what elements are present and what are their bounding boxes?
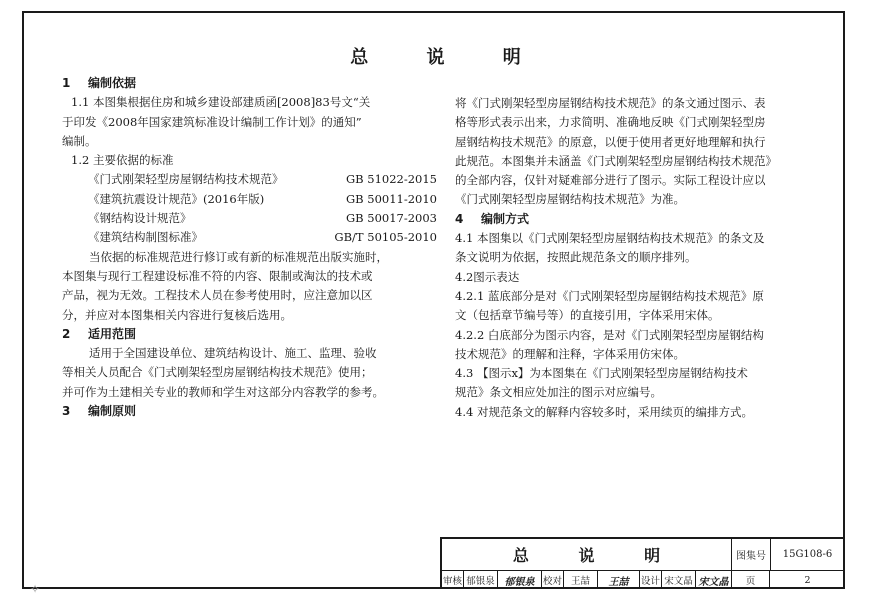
design-label: 设计 xyxy=(640,571,662,589)
reviewer-signature: 郁银泉 xyxy=(504,576,535,588)
paragraph: 4.2.2 白底部分为图示内容，是对《门式刚架轻型房屋钢结构 xyxy=(455,327,764,342)
paragraph: 编制。 xyxy=(62,133,97,148)
subsection-heading: 4.2图示表达 xyxy=(455,269,520,284)
paragraph: 于印发《2008年国家建筑标准设计编制工作计划》的通知” xyxy=(62,114,362,129)
subsection-heading: 1.2 主要依据的标准 xyxy=(71,153,174,168)
standard-item: 《钢结构设计规范》 GB 50017-2003 xyxy=(88,211,437,226)
atlas-number-value: 15G108-6 xyxy=(782,549,833,560)
paragraph: 格等形式表示出来，力求简明、准确地反映《门式刚架轻型房 xyxy=(455,115,766,130)
designer-name: 宋文晶 xyxy=(662,571,696,589)
paragraph: 的全部内容，仅针对疑难部分进行了图示。实际工程设计应以 xyxy=(455,173,766,188)
section-heading-3: 3 编制原则 xyxy=(62,404,137,419)
paragraph: 文（包括章节编号等）的直接引用，字体采用宋体。 xyxy=(455,308,720,323)
reviewer-name: 郁银泉 xyxy=(464,571,498,589)
watermark-icon: ✧ xyxy=(30,582,41,596)
paragraph: 屋钢结构技术规范》的原意，以便于使用者更好地理解和执行 xyxy=(455,134,766,149)
paragraph: 4.3 【图示x】为本图集在《门式刚架轻型房屋钢结构技术 xyxy=(455,366,748,381)
paragraph: 规范》条文相应处加注的图示对应编号。 xyxy=(455,385,662,400)
paragraph: 《门式刚架轻型房屋钢结构技术规范》为准。 xyxy=(455,192,685,207)
section-heading-1: 1 编制依据 xyxy=(62,76,137,90)
title-block-title: 总 说 明 xyxy=(442,539,732,570)
paragraph: 分，并应对本图集相关内容进行复核后选用。 xyxy=(62,307,292,322)
paragraph: 技术规范》的理解和注释，字体采用仿宋体。 xyxy=(455,346,685,361)
standard-item: 《门式刚架轻型房屋钢结构技术规范》 GB 51022-2015 xyxy=(88,172,437,187)
page-title: 总 说 明 xyxy=(350,47,547,68)
paragraph: 4.4 对规范条文的解释内容较多时，采用续页的编排方式。 xyxy=(455,404,753,419)
paragraph: 产品，视为无效。工程技术人员在参考使用时，应注意加以区 xyxy=(62,288,373,303)
section-heading-4: 4 编制方式 xyxy=(455,211,530,226)
paragraph: 将《门式刚架轻型房屋钢结构技术规范》的条文通过图示、表 xyxy=(455,96,766,110)
paragraph: 并可作为土建相关专业的教师和学生对这部分内容教学的参考。 xyxy=(62,384,384,399)
standard-item: 《建筑抗震设计规范》(2016年版) GB 50011-2010 xyxy=(88,191,437,206)
checker-name: 王喆 xyxy=(564,571,598,589)
paragraph: 本图集与现行工程建设标准不符的内容、限制或淘汰的技术或 xyxy=(62,268,373,283)
standard-item: 《建筑结构制图标准》 GB/T 50105-2010 xyxy=(88,230,437,245)
paragraph: 适用于全国建设单位、建筑结构设计、施工、监理、验收 xyxy=(89,346,377,361)
paragraph: 此规范。本图集并未涵盖《门式刚架轻型房屋钢结构技术规范》 xyxy=(455,153,777,168)
title-block xyxy=(440,537,845,589)
review-label: 审核 xyxy=(442,571,464,589)
paragraph: 4.1 本图集以《门式刚架轻型房屋钢结构技术规范》的条文及 xyxy=(455,231,765,246)
section-heading-2: 2 适用范围 xyxy=(62,326,137,341)
page-label: 页 xyxy=(732,571,770,589)
paragraph: 1.1 本图集根据住房和城乡建设部建质函[2008]83号文“关 xyxy=(71,95,371,110)
right-column xyxy=(455,94,825,422)
left-column xyxy=(62,74,437,421)
signature-row xyxy=(442,571,845,589)
atlas-number-label: 图集号 xyxy=(732,539,771,570)
checker-signature: 王喆 xyxy=(608,576,629,588)
paragraph: 当依据的标准规范进行修订或有新的标准规范出版实施时， xyxy=(89,249,388,264)
designer-signature: 宋文晶 xyxy=(698,576,729,588)
paragraph: 等相关人员配合《门式刚架轻型房屋钢结构技术规范》使用； xyxy=(62,365,373,380)
paragraph: 4.2.1 蓝底部分是对《门式刚架轻型房屋钢结构技术规范》原 xyxy=(455,288,764,303)
page-number: 2 xyxy=(804,574,811,586)
paragraph: 条文说明为依据，按照此规范条文的顺序排列。 xyxy=(455,250,697,265)
check-label: 校对 xyxy=(542,571,564,589)
